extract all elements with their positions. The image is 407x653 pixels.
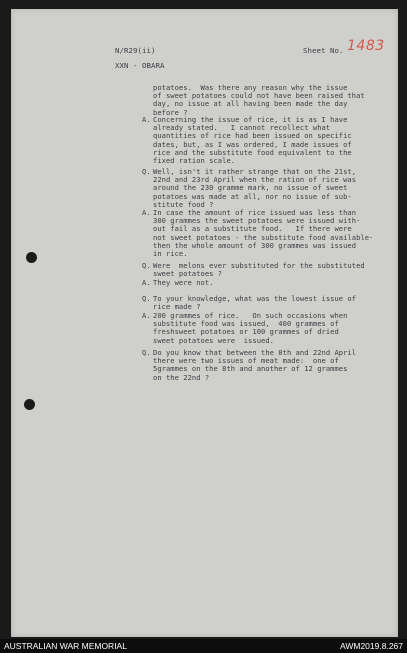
answer-label: A. [142,311,151,320]
archive-footer [0,639,407,653]
document-page [11,9,398,637]
paragraph-text: Were melons ever substituted for the substituted sweet potatoes ? [153,261,365,279]
answer-label: A. [142,115,151,124]
paragraph-text: Do you know that between the 8th and 22nd April there were two issues of meat made: one of 5grammes on the 8th and another of 12 grammes on the 22nd ? [153,348,357,382]
institution-name: AUSTRALIAN WAR MEMORIAL [4,641,127,651]
question-label: Q. [142,294,151,303]
question-label: Q. [142,261,151,270]
question-label: Q. [142,348,151,357]
paragraph-text: In case the amount of rice issued was less than 300 grammes the sweet potatoes were issued with- out fail as a substitute food. If there were not sweet potatoes - the substitute food available- then the whole amount of 300 grammes was issued in rice. [153,208,374,259]
paragraph-text: 200 grammes of rice. On such occasions when substitute food was issued, 400 grammes of freshsweet potatoes or 100 grammes of dried sweet potatoes were issued. [153,311,348,345]
witness-heading: XXN - OBARA [115,61,165,70]
question-label: Q. [142,167,151,176]
sheet-label: Sheet No. [303,46,344,55]
paragraph-text: They were not. [153,278,214,287]
item-identifier: AWM2019.8.267 [340,641,403,651]
paragraph-text: Concerning the issue of rice, it is as I have already stated. I cannot recollect what quantities of rice had been issued on specific dates, but, as I was ordered, I made issues of rice and the substitute food equivalent to the fixed ration scale. [153,115,352,166]
file-reference: N/R29(ii) [115,46,156,55]
paragraph-text: potatoes. Was there any reason why the issue of sweet potatoes could not have been raised that day, no issue at all having been made the day before ? [153,83,365,117]
answer-label: A. [142,208,151,217]
punch-hole [26,252,37,263]
punch-hole [24,399,35,410]
sheet-number: 1483 [347,38,385,54]
answer-label: A. [142,278,151,287]
paragraph-text: Well, isn't it rather strange that on the 21st, 22nd and 23rd April when the ration of rice was around the 230 gramme mark, no issue of sweet potatoes was made at all, nor no issue of sub- stitute food ? [153,167,357,209]
paragraph-text: To your knowledge, what was the lowest issue of rice made ? [153,294,357,312]
